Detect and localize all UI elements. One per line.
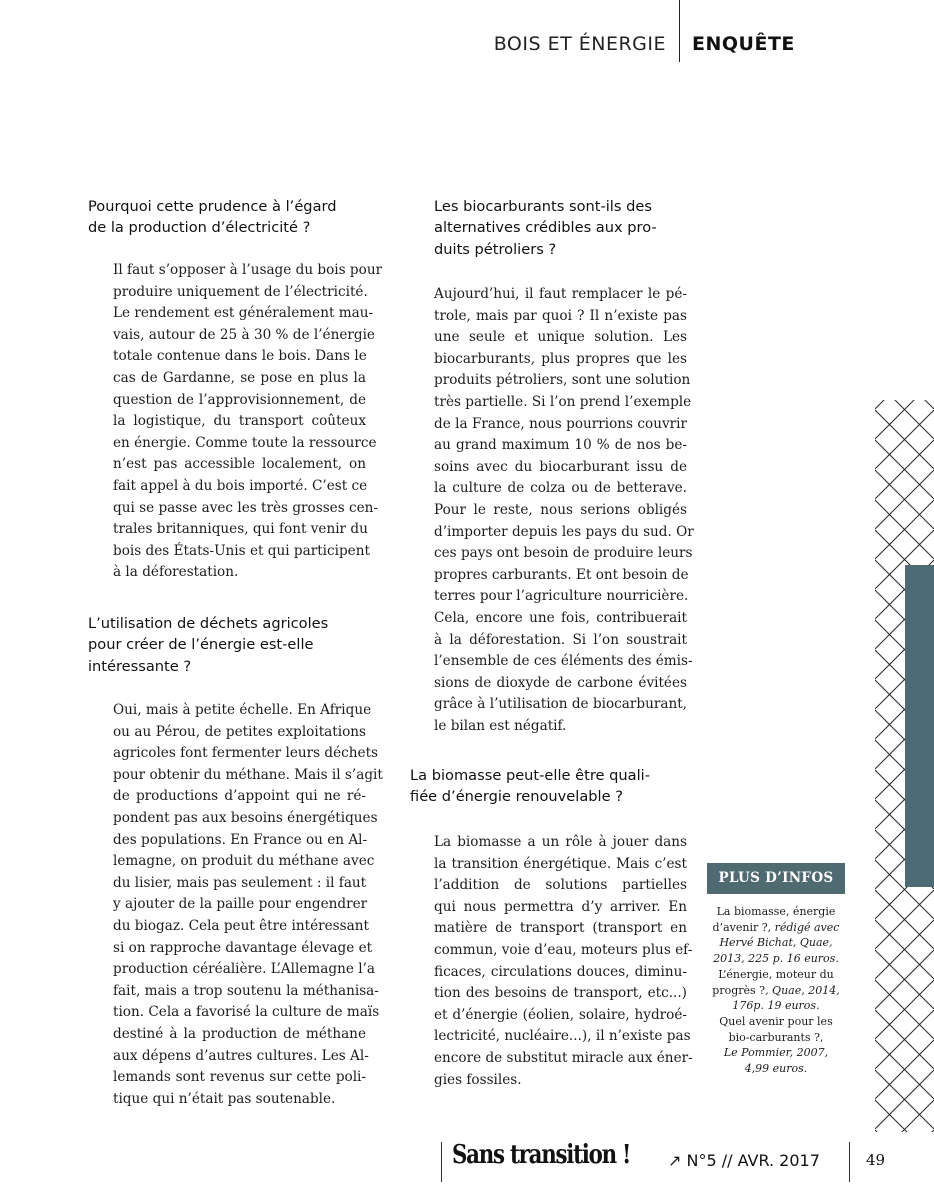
answer-line: La biomasse a un rôle à jouer dans xyxy=(434,834,687,850)
answer-line: trole, mais par quoi ? Il n’existe pas xyxy=(434,307,687,324)
answer-line: au grand maximum 10 % de nos be- xyxy=(434,437,687,454)
question-line: La biomasse peut-elle être quali- xyxy=(410,767,650,784)
section-tag: ENQUÊTE xyxy=(692,33,795,55)
answer-line: l’addition de solutions partielles xyxy=(434,877,687,894)
answer-line: des populations. En France ou en Al- xyxy=(113,831,368,848)
answer-line: y ajouter de la paille pour engendrer xyxy=(113,896,368,913)
answer-line: à la déforestation. Si l’on soustrait xyxy=(434,631,687,648)
lattice-line xyxy=(875,1130,934,1132)
answer-line: gies fossiles. xyxy=(434,1071,522,1088)
answer-line: à la déforestation. xyxy=(113,564,239,581)
answer-line: la culture de colza ou de betterave. xyxy=(434,480,687,497)
answer-line: de la France, nous pourrions couvrir xyxy=(434,415,687,432)
answer-line: fait, mais a trop soutenu la méthanisa- xyxy=(113,982,379,999)
answer-line: tion des besoins de transport, etc...) xyxy=(434,985,687,1002)
answer-line: question de l’approvisionnement, de xyxy=(113,391,366,408)
answer-line: le bilan est négatif. xyxy=(434,717,567,734)
answer-line: très partielle. Si l’on prend l’exemple xyxy=(434,393,692,410)
reference-line: 176p. 19 euros. xyxy=(732,999,820,1013)
answer-line: la transition énergétique. Mais c’est xyxy=(434,855,687,872)
question-4 xyxy=(410,765,700,808)
reference-line: Hervé Bichat, Quae, xyxy=(719,936,833,950)
answer-line: lectricité, nucléaire...), il n’existe pas xyxy=(434,1028,691,1045)
answer-line: si on rapproche davantage élevage et xyxy=(113,939,373,956)
reference-line: L’énergie, moteur du xyxy=(718,967,834,981)
footer-divider xyxy=(849,1142,850,1182)
answer-line: Il faut s’opposer à l’usage du bois pour xyxy=(113,262,383,278)
answer-line: Le rendement est généralement mau- xyxy=(113,305,374,322)
question-line: intéressante ? xyxy=(88,657,192,675)
lattice-line xyxy=(875,400,934,409)
answer-line: trales britanniques, qui font venir du xyxy=(113,521,368,538)
question-2 xyxy=(88,613,378,677)
answer-line: du biogaz. Cela peut être intéressant xyxy=(113,917,369,934)
reference-line: 2013, 225 p. 16 euros. xyxy=(713,952,839,966)
section-title: BOIS ET ÉNERGIE xyxy=(493,33,666,55)
question-line: Les biocarburants sont-ils des xyxy=(434,198,652,215)
reference-line: Le Pommier, 2007, xyxy=(723,1046,829,1060)
answer-line: grâce à l’utilisation de biocarburant, xyxy=(434,696,687,713)
answer-line: Pour le reste, nous serions obligés xyxy=(434,501,687,518)
answer-line: propres carburants. Et ont besoin de xyxy=(434,566,689,583)
answer-line: de productions d’appoint qui ne ré- xyxy=(113,788,366,805)
magazine-logo: Sans transition ! xyxy=(452,1140,631,1170)
answer-line: agricoles font fermenter leurs déchets xyxy=(113,745,379,762)
answer-line: produire uniquement de l’électricité. xyxy=(113,283,368,300)
answer-line: du lisier, mais pas seulement : il faut xyxy=(113,874,367,891)
reference-line: Quel avenir pour les xyxy=(719,1014,833,1028)
answer-line: fait appel à du bois importé. C’est ce xyxy=(113,477,368,494)
answer-4 xyxy=(434,832,693,1091)
answer-line: d’importer depuis les pays du sud. Or xyxy=(434,523,694,540)
header-divider xyxy=(679,0,680,62)
answer-line: encore de substitut miracle aux éner- xyxy=(434,1049,693,1066)
answer-line: Cela, encore une fois, contribuerait xyxy=(434,609,687,626)
reference-line: progrès ?, Quae, 2014, xyxy=(712,983,840,997)
answer-line: en énergie. Comme toute la ressource xyxy=(113,434,377,451)
answer-line: cas de Gardanne, se pose en plus la xyxy=(113,369,366,386)
answer-3 xyxy=(434,284,694,737)
answer-line: produits pétroliers, sont une solution xyxy=(434,372,691,389)
answer-line: la logistique, du transport coûteux xyxy=(113,413,366,430)
question-line: fiée d’énergie renouvelable ? xyxy=(410,788,623,806)
reference-line: bio-carburants ?, xyxy=(728,1030,824,1044)
answer-line: Oui, mais à petite échelle. En Afrique xyxy=(113,702,372,718)
answer-line: n’est pas accessible localement, on xyxy=(113,456,366,473)
answer-line: commun, voie d’eau, moteurs plus ef- xyxy=(434,941,693,958)
answer-line: matière de transport (transport en xyxy=(434,920,687,937)
answer-line: ficaces, circulations douces, diminu- xyxy=(434,963,687,980)
answer-1 xyxy=(113,260,383,584)
answer-line: tion. Cela a favorisé la culture de maïs xyxy=(113,1004,380,1021)
lattice-line xyxy=(875,1130,934,1132)
question-line: de la production d’électricité ? xyxy=(88,219,311,237)
answer-line: totale contenue dans le bois. Dans le xyxy=(113,348,367,365)
answer-line: aux dépens d’autres cultures. Les Al- xyxy=(113,1047,369,1064)
answer-line: qui se passe avec les très grosses cen- xyxy=(113,499,379,516)
more-info-label: PLUS D’INFOS xyxy=(707,863,845,894)
answer-line: lemagne, on produit du méthane avec xyxy=(113,853,375,870)
answer-line: production céréalière. L’Allemagne l’a xyxy=(113,961,375,978)
question-line: pour créer de l’énergie est-elle xyxy=(88,636,314,654)
answer-line: qui nous permettra d’y arriver. En xyxy=(434,898,687,915)
question-1 xyxy=(88,196,378,239)
question-line: L’utilisation de déchets agricoles xyxy=(88,615,329,632)
question-line: alternatives crédibles aux pro- xyxy=(434,219,657,237)
answer-line: pondent pas aux besoins énergétiques xyxy=(113,809,378,826)
answer-line: tique qui n’était pas soutenable. xyxy=(113,1090,336,1107)
answer-line: vais, autour de 25 à 30 % de l’énergie xyxy=(113,326,375,343)
reference-line: 4,99 euros. xyxy=(744,1062,808,1076)
answer-line: ou au Pérou, de petites exploitations xyxy=(113,723,366,740)
answer-line: pour obtenir du méthane. Mais il s’agit xyxy=(113,766,383,783)
question-3 xyxy=(434,196,694,260)
reference-line: La biomasse, énergie xyxy=(716,905,836,918)
footer-divider xyxy=(441,1142,442,1182)
answer-line: une seule et unique solution. Les xyxy=(434,329,687,346)
question-line: Pourquoi cette prudence à l’égard xyxy=(88,198,337,215)
answer-line: biocarburants, plus propres que les xyxy=(434,350,687,367)
answer-line: l’ensemble de ces éléments des émis- xyxy=(434,653,693,670)
answer-line: soins avec du biocarburant issu de xyxy=(434,458,687,475)
answer-line: lemands sont revenus sur cette poli- xyxy=(113,1069,366,1086)
lattice-line xyxy=(875,1100,934,1132)
lattice-line xyxy=(875,400,934,409)
answer-line: terres pour l’agriculture nourricière. xyxy=(434,588,689,605)
accent-band xyxy=(905,565,934,887)
answer-line: sions de dioxyde de carbone évitées xyxy=(434,674,687,691)
answer-line: et d’énergie (éolien, solaire, hydroé- xyxy=(434,1006,687,1023)
answer-line: Aujourd’hui, il faut remplacer le pé- xyxy=(434,286,687,302)
more-info-list xyxy=(700,904,852,1077)
page-number: 49 xyxy=(866,1151,886,1169)
answer-line: destiné à la production de méthane xyxy=(113,1025,366,1042)
reference-line: d’avenir ?, rédigé avec xyxy=(712,920,840,934)
answer-2 xyxy=(113,700,383,1110)
answer-line: bois des États-Unis et qui participent xyxy=(113,542,370,559)
question-line: duits pétroliers ? xyxy=(434,240,557,258)
lattice-line xyxy=(875,1100,934,1132)
issue-info: ↗ N°5 // AVR. 2017 xyxy=(668,1151,820,1170)
answer-line: ces pays ont besoin de produire leurs xyxy=(434,545,693,562)
